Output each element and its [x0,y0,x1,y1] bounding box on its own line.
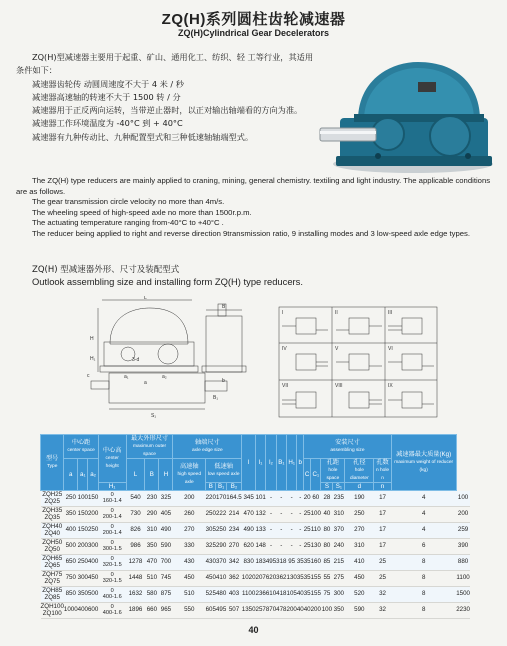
intro-cn-line: 减速器有九种传动比、九种配置型式和三种低速轴轴端型式。 [32,131,254,142]
col-center-height: 中心高 center height [98,435,126,483]
cell-bsm: - [297,539,304,555]
col-low-speed: 低速轴 low speed axle [206,459,242,483]
cell-n: 8 [391,603,456,619]
cell-a: 400 [64,523,78,539]
cell-a: 1000 [64,603,78,619]
cell-ls2: 495 [216,603,226,619]
cell-s: 55 [321,571,333,587]
col-axle-size: 轴端尺寸 axle edge size [173,435,242,459]
cell-model: ZQH100 ZQ100 [40,602,64,617]
cell-d: 25 [374,571,391,587]
cell-ls3: 362 [226,571,241,587]
cell-c1: 130 [311,539,321,555]
cell-a: 500 [64,539,78,555]
cell-ls1: 220 [206,491,216,507]
intro-en-line: The wheeling speed of high-speed axle no more than 1500r.p.m. [32,207,252,217]
cell-c: 35 [304,555,311,571]
cell-L: 1278 [126,555,145,571]
cell-ls2: 410 [216,571,226,587]
cell-ls1: 250 [206,507,216,523]
cell-bb1: 418 [276,587,286,603]
table-row [41,491,471,507]
cell-dd: 590 [345,603,374,619]
cell-a2: 250 [88,523,98,539]
shaft-end-drawing [85,365,243,423]
cell-L: 986 [126,539,145,555]
cell-hh1: - [287,523,297,539]
cell-s1: 300 [333,587,345,603]
cell-a1: 250 [78,555,88,571]
cell-d: 25 [374,555,391,571]
cell-a2: 300 [88,539,98,555]
mount-label-5: V [335,346,339,352]
cell-a1: 400 [78,603,88,619]
cell-model: ZQH35 ZQ35 [42,506,63,521]
col-max-size: 最大外形尺寸 maximum outer space [126,435,173,459]
cell-a2: 400 [88,555,98,571]
cell-bsm: 40 [297,603,304,619]
cell-ls3: 342 [226,555,241,571]
cell-hh1: 130 [287,571,297,587]
cell-a2: 200 [88,507,98,523]
cell-l2: - [266,523,276,539]
cell-c1: 155 [311,587,321,603]
cell-model: ZQH40 ZQ40 [42,522,63,537]
col-bsm: b [297,435,304,491]
cell-model: ZQH85 ZQ85 [42,586,63,601]
specification-table [40,434,470,619]
cell-l1: 236 [256,587,266,603]
col-hh1: H₁ [287,435,297,491]
cell-l2: - [266,539,276,555]
intro-en-line: The gear transmission circle velocity no more than 4m/s. [32,197,225,207]
cell-c1: 60 [311,491,321,507]
cell-hh1: 200 [287,603,297,619]
col-hole-space: 孔距 hole space [321,459,345,483]
dim-label-3d: 3-d [132,357,140,363]
col-l2: l₂ [266,435,276,491]
cell-a1: 100 [78,491,88,507]
cell-B: 660 [145,603,159,619]
cell-a1: 200 [78,539,88,555]
mount-label-6: VI [388,346,393,352]
cell-a1: 150 [78,523,88,539]
col-high-speed: 高速轴 high speed axle [173,459,206,491]
intro-en-line: The actuating temperature ranging from-40°C to +40°C . [32,218,224,228]
cell-hs: 430 [173,555,206,571]
cell-s: 40 [321,507,333,523]
col-type: 型号 Type [41,435,64,491]
cell-c: 25 [304,507,311,523]
table-row [41,603,471,619]
cell-ls2: 250 [216,523,226,539]
cell-model: ZQH75 ZQ75 [42,570,63,585]
cell-ls2: 290 [216,539,226,555]
cell-c: 35 [304,571,311,587]
cell-a1: 150 [78,507,88,523]
cell-c1: 110 [311,523,321,539]
cell-wt: 1500 [456,587,470,603]
cell-ls1: 450 [206,571,216,587]
cell-hh1: - [287,539,297,555]
cell-s1: 235 [333,491,345,507]
cell-s: 85 [321,555,333,571]
cell-B: 580 [145,587,159,603]
col-weight: 减速器最大质量(Kg) maximum weight of reducer (kg) [391,435,456,491]
cell-L: 1896 [126,603,145,619]
cell-ls2: 480 [216,587,226,603]
dim-label-a1: a₁ [124,374,129,380]
cell-n: 4 [391,491,456,507]
cell-H: 325 [159,491,173,507]
cell-s: 28 [321,491,333,507]
cell-B: 510 [145,571,159,587]
cell-l1: 207 [256,571,266,587]
col-b: B [206,483,216,491]
cell-s1: 310 [333,507,345,523]
mount-label-9: IX [388,383,393,389]
cell-s1: 215 [333,555,345,571]
cell-s1: 275 [333,571,345,587]
col-hole-diameter: 孔径 hole diameter [345,459,374,483]
dim-label-a2: a₂ [162,374,167,380]
dim-label-B1: B₁ [213,395,219,401]
cell-a: 350 [64,507,78,523]
cell-s: 80 [321,539,333,555]
col-c1: C₁ [311,459,321,491]
cell-bb1: - [276,539,286,555]
cell-d: 32 [374,603,391,619]
cell-L: 1448 [126,571,145,587]
col-H: H [159,459,173,491]
cell-a: 650 [64,555,78,571]
cell-ls1: 325 [206,539,216,555]
intro-cn-line: ZQ(H)型减速器主要用于起重、矿山、通用化工、纺织、轻 工等行业，其适用条件如下： [16,52,314,76]
col-l1: l₁ [256,435,266,491]
intro-cn-line: 减速器工作环境温度为 -40°C 到 + 40°C [32,118,183,129]
cell-hs: 450 [173,571,206,587]
cell-wt: 200 [456,507,470,523]
col-s: S [321,483,333,491]
cell-l: 470 [242,507,256,523]
col-b2: B₂ [226,483,241,491]
cell-bb1: - [276,523,286,539]
cell-hs: 270 [173,523,206,539]
cell-a2: 450 [88,571,98,587]
intro-en-line: The ZQ(H) type reducers are mainly applied to craning, mining, general chemistry. textiling and light industry. The applicable conditions are as follows. [16,176,491,196]
cell-a2: 600 [88,603,98,619]
cell-model: ZQH25 ZQ25 [42,490,63,505]
cell-a1: 300 [78,571,88,587]
cell-bsm: 35 [297,555,304,571]
cell-l2: - [266,491,276,507]
cell-c: 40 [304,603,311,619]
dim-label-b: b [222,378,225,384]
cell-d: 17 [374,507,391,523]
page-subtitle: ZQ(H)Cylindrical Gear Decelerators [177,28,330,38]
cell-a: 750 [64,571,78,587]
cell-model: ZQH50 ZQ50 [42,538,63,553]
cell-ls1: 605 [206,603,216,619]
cell-H: 700 [159,555,173,571]
cell-c1: 155 [311,571,321,587]
mount-label-3: III [388,310,393,316]
cell-bsm: 35 [297,571,304,587]
cell-l2: 870 [266,603,276,619]
cell-bb1: 478 [276,603,286,619]
cell-B: 350 [145,539,159,555]
cell-bb1: - [276,507,286,523]
intro-cn-line: 减速器用于正反两向运转，当带逆止器时，以正对输出轴端看的方向为准。 [32,105,303,116]
cell-d: 17 [374,523,391,539]
cell-hh1: - [287,491,297,507]
cell-a: 850 [64,587,78,603]
cell-ls3: 403 [226,587,241,603]
cell-ls3: 164.5 [226,491,241,507]
cell-a1: 350 [78,587,88,603]
cell-l2: 620 [266,571,276,587]
col-B: B [145,459,159,491]
mount-label-8: VIII [335,383,343,389]
cell-dd: 310 [345,539,374,555]
cell-L: 540 [126,491,145,507]
cell-n: 6 [391,539,456,555]
cell-bsm: - [297,491,304,507]
cell-l2: 495 [266,555,276,571]
cell-bb1: - [276,491,286,507]
cell-ls1: 525 [206,587,216,603]
cell-H: 875 [159,587,173,603]
cell-l: 830 [242,555,256,571]
col-center-space: 中心距 center space [64,435,98,459]
col-a2: a₂ [88,459,98,491]
cell-dd: 520 [345,587,374,603]
cell-l: 490 [242,523,256,539]
table-row [41,539,471,555]
cell-c1: 200 [311,603,321,619]
col-bb1: B₁ [276,435,286,491]
cell-l2: - [266,507,276,523]
section-heading-en: Outlook assembling size and installing form ZQ(H) type reducers. [32,276,303,287]
cell-hs: 330 [173,539,206,555]
cell-B: 470 [145,555,159,571]
cell-bb1: 362 [276,571,286,587]
cell-H1: 0 320-1.5 [98,571,126,587]
cell-dd: 450 [345,571,374,587]
cell-ls1: 430 [206,555,216,571]
col-s1: S₁ [333,483,345,491]
cell-n: 4 [391,523,456,539]
cell-s1: 350 [333,603,345,619]
cell-dd: 270 [345,523,374,539]
cell-wt: 100 [456,491,470,507]
table-row [41,571,471,587]
cell-ls3: 507 [226,603,241,619]
cell-L: 730 [126,507,145,523]
cell-n: 8 [391,571,456,587]
cell-B: 290 [145,507,159,523]
cell-hh1: 95 [287,555,297,571]
cell-wt: 2230 [456,603,470,619]
cell-ls1: 305 [206,523,216,539]
intro-en [16,176,496,240]
col-a: a [64,459,78,491]
cell-hs: 200 [173,491,206,507]
cell-ls2: 370 [216,555,226,571]
cell-s: 80 [321,523,333,539]
cell-l: 345 [242,491,256,507]
cell-c1: 100 [311,507,321,523]
cell-H: 965 [159,603,173,619]
dim-label-H1: H₁ [90,356,96,362]
cell-H1: 0 200-1.4 [98,507,126,523]
cell-l: 1100 [242,587,256,603]
cell-hh1: - [287,507,297,523]
cell-s1: 370 [333,523,345,539]
col-d: d [345,483,374,491]
page-number: 40 [248,625,259,635]
col-install-size: 安装尺寸 assembling size [304,435,391,459]
cell-c: 25 [304,539,311,555]
cell-wt: 1100 [456,571,470,587]
cell-H1: 0 300-1.5 [98,539,126,555]
cell-wt: 880 [456,555,470,571]
cell-wt: 259 [456,523,470,539]
dim-label-B: B [222,304,226,310]
cell-s1: 240 [333,539,345,555]
cell-H: 405 [159,507,173,523]
mount-label-1: I [282,310,284,316]
cell-bb1: 318 [276,555,286,571]
cell-c: 25 [304,523,311,539]
dim-label-H: H [90,336,94,342]
cell-hs: 550 [173,603,206,619]
cell-hs: 510 [173,587,206,603]
cell-bsm: - [297,523,304,539]
cell-l1: 132 [256,507,266,523]
cell-H1: 0 400-1.6 [98,603,126,619]
section-heading-cn: ZQ(H) 型减速器外形、尺寸及装配型式 [32,265,180,275]
cell-H: 745 [159,571,173,587]
intro-cn-line: 减速器高速轴的转速不大于 1500 转 / 分 [32,91,181,102]
col-b1: B₁ [216,483,226,491]
cell-l1: 133 [256,523,266,539]
cell-dd: 250 [345,507,374,523]
dim-label-a: a [144,380,147,386]
col-L: L [126,459,145,491]
col-n: n [374,483,391,491]
cell-ls2: 170 [216,491,226,507]
cell-s: 75 [321,587,333,603]
cell-a2: 500 [88,587,98,603]
cell-H: 490 [159,523,173,539]
cell-H1: 0 320-1.5 [98,555,126,571]
intro-en-line: The reducer being applied to right and reverse direction 9transmission ratio, 9 installing modes and 3 low-speed axle edge types. [32,228,471,238]
cell-a: 250 [64,491,78,507]
cell-l1: 183 [256,555,266,571]
cell-H: 590 [159,539,173,555]
assembly-forms-grid [278,306,438,418]
cell-n: 8 [391,587,456,603]
col-H1: H₁ [98,483,126,491]
table-row [41,587,471,603]
cell-hh1: 105 [287,587,297,603]
dim-label-S1: S₁ [151,413,157,419]
cell-l1: 257 [256,603,266,619]
cell-dd: 190 [345,491,374,507]
cell-l: 1020 [242,571,256,587]
cell-wt: 390 [456,539,470,555]
cell-d: 17 [374,539,391,555]
mount-label-2: II [335,310,338,316]
mount-label-4: IV [282,346,287,352]
cell-s: 100 [321,603,333,619]
cell-n: 8 [391,555,456,571]
col-c: C [304,459,311,491]
cell-ls3: 270 [226,539,241,555]
cell-L: 826 [126,523,145,539]
cell-ls2: 222 [216,507,226,523]
cell-H1: 0 400-1.6 [98,587,126,603]
table-row [41,555,471,571]
cell-L: 1632 [126,587,145,603]
cell-model: ZQH65 ZQ65 [42,554,63,569]
intro-cn [16,51,316,144]
cell-B: 310 [145,523,159,539]
reducer-photo [318,52,496,176]
col-a1: a₁ [78,459,88,491]
cell-c: 20 [304,491,311,507]
cell-a2: 150 [88,491,98,507]
cell-d: 32 [374,587,391,603]
cell-dd: 410 [345,555,374,571]
col-hole-number: 孔数 n hole n [374,459,391,483]
cell-l2: 610 [266,587,276,603]
cell-l: 1350 [242,603,256,619]
cell-H1: 0 200-1.4 [98,523,126,539]
intro-cn-line: 减速器齿轮传 动圆周速度不大于 4 米 / 秒 [32,78,184,89]
cell-l1: 148 [256,539,266,555]
cell-bsm: - [297,507,304,523]
col-l: l [242,435,256,491]
cell-hs: 260 [173,507,206,523]
dim-label-L: L [144,296,147,301]
table-row [41,507,471,523]
cell-ls3: 214 [226,507,241,523]
cell-ls3: 234 [226,523,241,539]
page-title: ZQ(H)系列圆柱齿轮减速器 [161,11,346,28]
cell-n: 4 [391,507,456,523]
cell-c: 35 [304,587,311,603]
table-row [41,523,471,539]
cell-H1: 0 160-1.4 [98,491,126,507]
cell-d: 17 [374,491,391,507]
cell-B: 230 [145,491,159,507]
dim-label-c: c [87,373,90,379]
cell-bsm: 40 [297,587,304,603]
cell-l: 620 [242,539,256,555]
cell-c1: 160 [311,555,321,571]
cell-l1: 101 [256,491,266,507]
mount-label-7: VII [282,383,289,389]
